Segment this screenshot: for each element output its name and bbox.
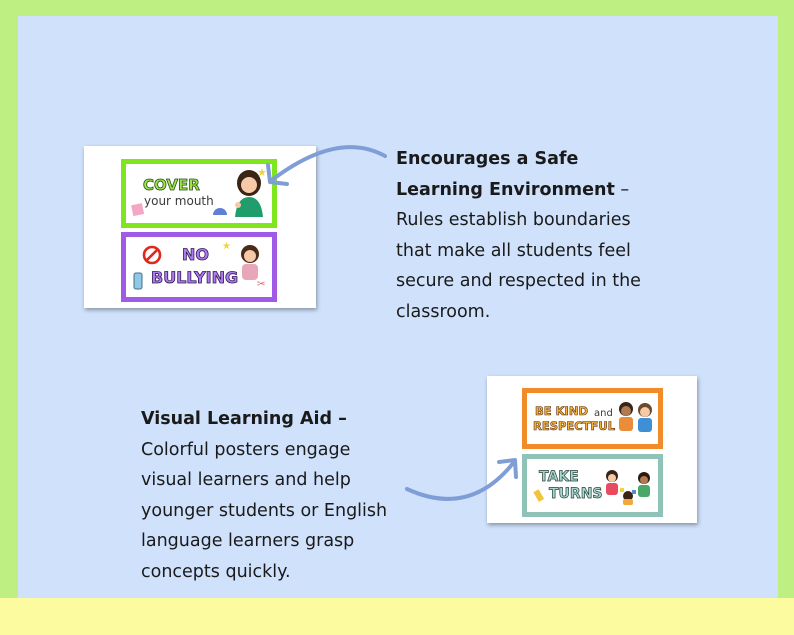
poster-card-top xyxy=(84,146,316,308)
description-safe-title: Encourages a Safe Learning Environment xyxy=(396,149,615,200)
description-visual-aid xyxy=(141,404,403,587)
star-icon: ★ xyxy=(222,241,231,252)
description-visual-body: Colorful posters engage visual learners and help younger students or English language learners grasp concepts quickly. xyxy=(141,439,388,582)
poster-bullying-title: BULLYING xyxy=(151,268,239,287)
poster-card-bottom xyxy=(487,376,697,523)
description-visual-title: Visual Learning Aid xyxy=(141,409,333,429)
poster-turns-title: TURNS xyxy=(549,486,603,502)
description-safe-environment xyxy=(396,144,661,327)
kids-sharing-icon xyxy=(614,398,656,438)
bottom-strip xyxy=(0,598,794,635)
phone-icon xyxy=(133,272,143,290)
sanitizer-icon xyxy=(211,201,229,217)
description-safe-dash: – xyxy=(614,179,630,200)
poster-be-kind-title: BE KIND xyxy=(535,404,588,418)
prohibited-icon xyxy=(142,245,162,265)
poster-be-kind xyxy=(522,388,663,449)
child-icon xyxy=(235,242,265,282)
poster-and-text: and xyxy=(594,408,613,419)
poster-take-turns xyxy=(522,454,663,517)
poster-no-bullying xyxy=(121,232,277,302)
poster-cover-mouth xyxy=(121,159,277,228)
poster-take-title: TAKE xyxy=(539,469,579,485)
poster-cover-subtitle: your mouth xyxy=(144,194,214,208)
star-icon: ★ xyxy=(257,166,267,179)
poster-respectful-title: RESPECTFUL xyxy=(533,419,616,433)
poster-no-title: NO xyxy=(182,245,209,264)
description-visual-dash: – xyxy=(332,409,347,429)
scissors-icon: ✂ xyxy=(257,279,266,290)
poster-cover-title: COVER xyxy=(143,176,200,194)
kids-playing-icon xyxy=(602,466,656,506)
tissue-icon xyxy=(131,201,145,217)
description-safe-body: Rules establish boundaries that make all students feel secure and respected in the classroom. xyxy=(396,210,641,322)
pencil-icon xyxy=(533,489,545,503)
